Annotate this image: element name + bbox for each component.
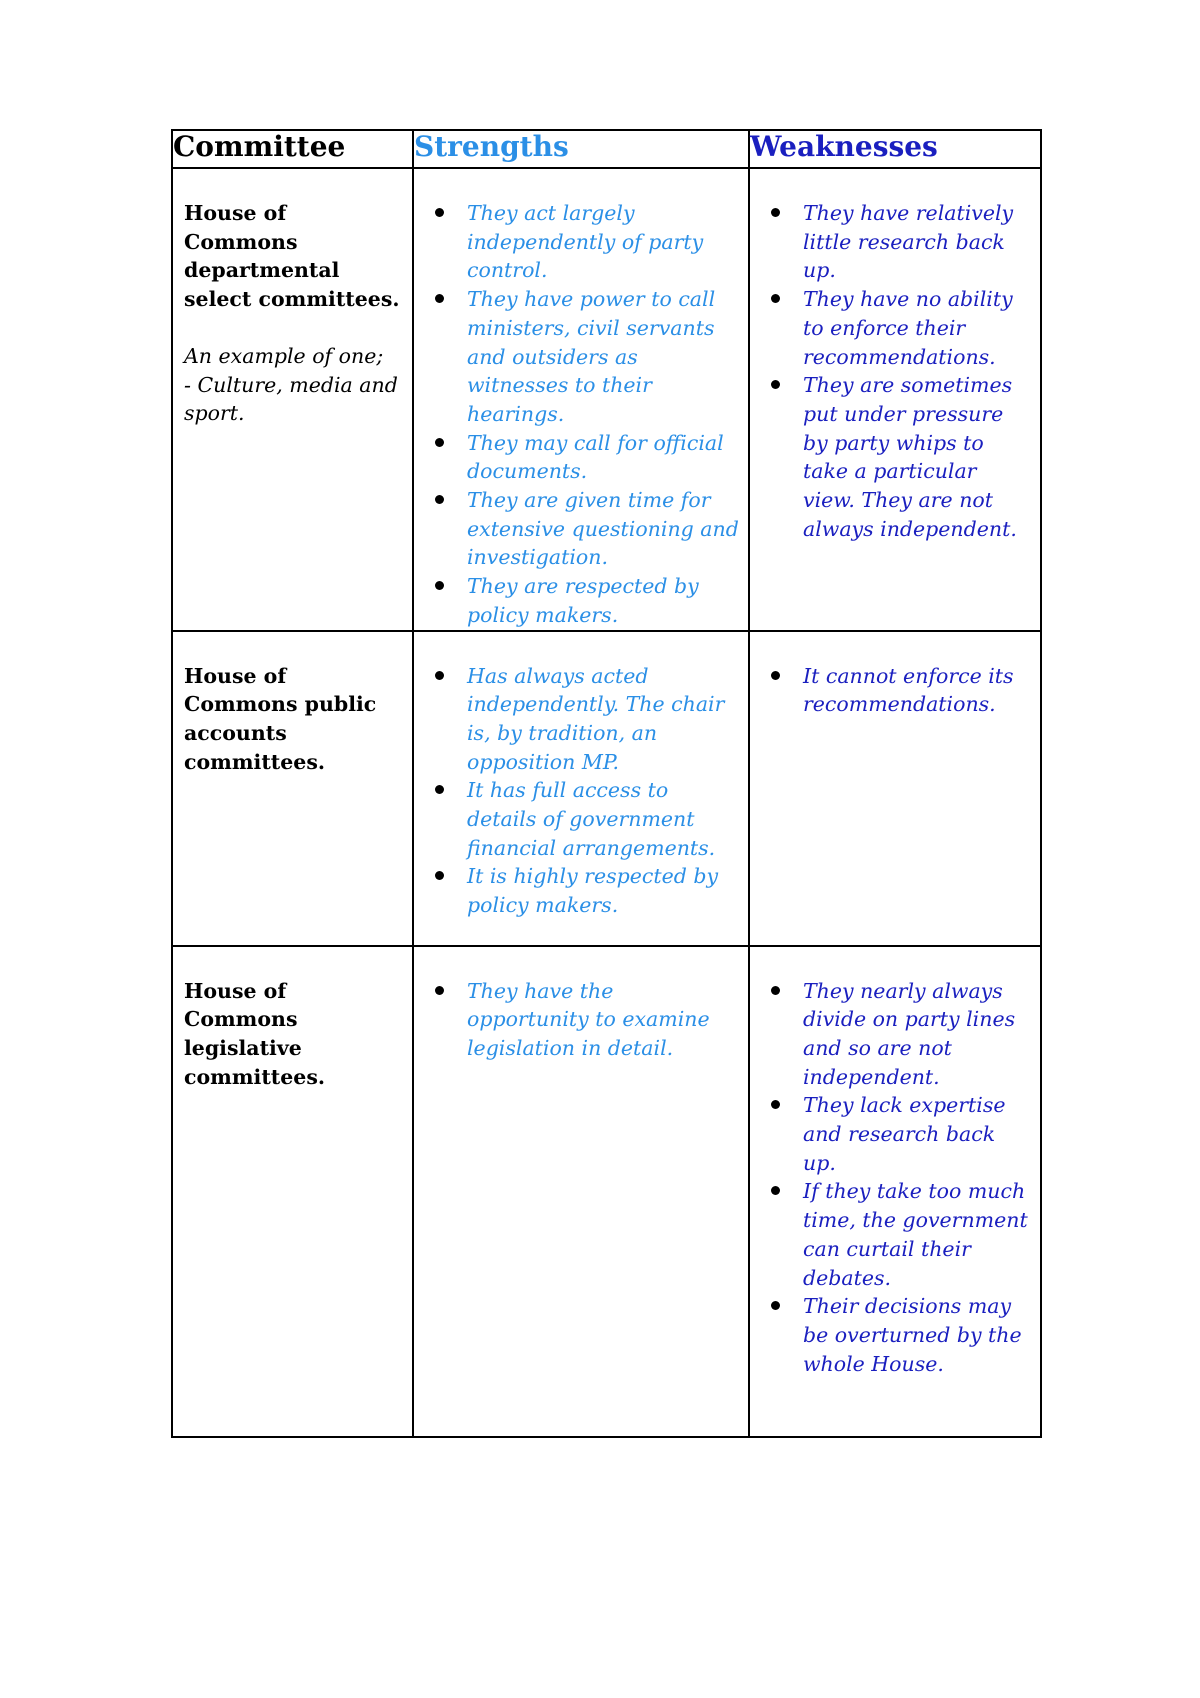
strength-item: It has full access to details of government financial arrangements. xyxy=(467,776,740,862)
table-row-departmental-select xyxy=(172,168,1041,631)
weakness-item: They have no ability to enforce their recommendations. xyxy=(803,285,1032,371)
table-row-public-accounts xyxy=(172,631,1041,946)
committee-cell xyxy=(172,631,413,946)
strength-item: They may call for official documents. xyxy=(467,429,740,486)
strengths-cell xyxy=(413,631,749,946)
committee-name: House of Commons legislative committees. xyxy=(184,978,326,1089)
strengths-cell xyxy=(413,946,749,1437)
weaknesses-cell xyxy=(749,168,1041,631)
weaknesses-list xyxy=(761,199,1032,543)
weakness-item: It cannot enforce its recommendations. xyxy=(803,662,1032,719)
strength-item: They are respected by policy makers. xyxy=(467,572,740,629)
weaknesses-cell xyxy=(749,946,1041,1437)
header-committee: Committee xyxy=(172,130,413,168)
weakness-item: They have relatively little research back up. xyxy=(803,199,1032,285)
example-intro: An example of one; xyxy=(184,343,384,368)
weakness-item: If they take too much time, the government can curtail their debates. xyxy=(803,1177,1032,1292)
weakness-item: They are sometimes put under pressure by party whips to take a particular view. They are not always independent. xyxy=(803,371,1032,543)
committee-name: House of Commons public accounts committees. xyxy=(184,663,377,774)
strengths-cell xyxy=(413,168,749,631)
table-row-legislative xyxy=(172,946,1041,1437)
committee-example xyxy=(184,342,404,428)
strength-item: They are given time for extensive questioning and investigation. xyxy=(467,486,740,572)
header-weaknesses: Weaknesses xyxy=(749,130,1041,168)
weaknesses-list xyxy=(761,977,1032,1379)
strength-item: They have power to call ministers, civil servants and outsiders as witnesses to their hearings. xyxy=(467,285,740,429)
weakness-item: They lack expertise and research back up. xyxy=(803,1091,1032,1177)
weakness-item: Their decisions may be overturned by the whole House. xyxy=(803,1292,1032,1378)
weaknesses-cell xyxy=(749,631,1041,946)
strength-item: They act largely independently of party control. xyxy=(467,199,740,285)
weakness-item: They nearly always divide on party lines and so are not independent. xyxy=(803,977,1032,1092)
strengths-list xyxy=(425,199,740,630)
strengths-list xyxy=(425,662,740,920)
committee-name: House of Commons departmental select committees. xyxy=(184,201,400,312)
weaknesses-list xyxy=(761,662,1032,719)
strength-item: It is highly respected by policy makers. xyxy=(467,862,740,919)
header-row xyxy=(172,130,1041,168)
strengths-list xyxy=(425,977,740,1063)
example-text: - Culture, media and sport. xyxy=(184,372,398,426)
strength-item: They have the opportunity to examine legislation in detail. xyxy=(467,977,740,1063)
committee-cell xyxy=(172,168,413,631)
committee-comparison-table xyxy=(171,129,1042,1438)
strength-item: Has always acted independently. The chair is, by tradition, an opposition MP. xyxy=(467,662,740,777)
header-strengths: Strengths xyxy=(413,130,749,168)
committee-cell xyxy=(172,946,413,1437)
